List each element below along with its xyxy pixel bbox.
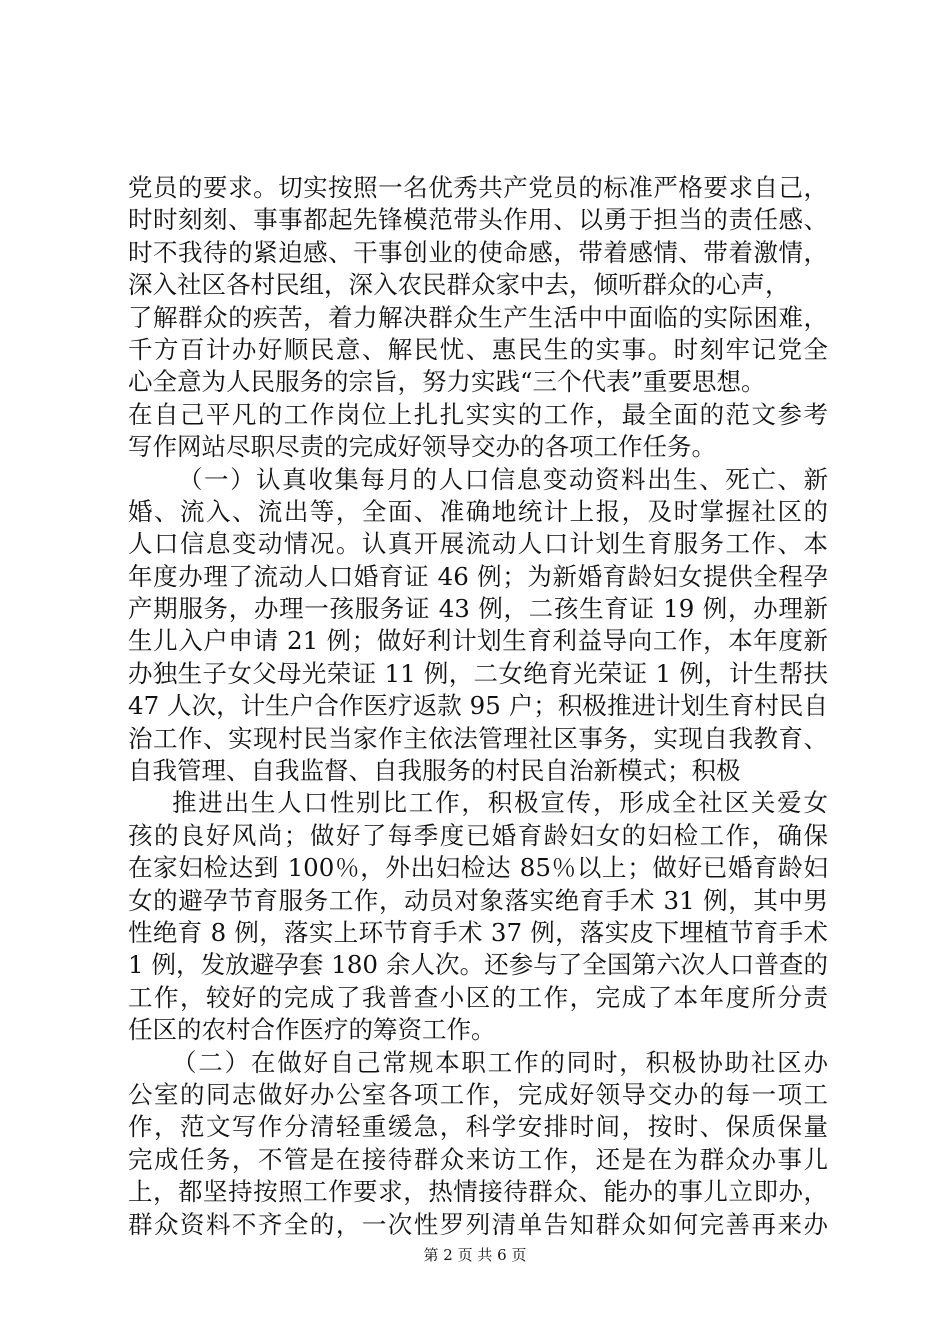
text-line: 工作，较好的完成了我普查小区的工作，完成了本年度所分责: [128, 982, 828, 1012]
text-line: 党员的要求。切实按照一名优秀共产党员的标准严格要求自己，: [128, 173, 828, 202]
text-line: 办独生子女父母光荣证 11 例，二女绝育光荣证 1 例，计生帮扶: [128, 658, 828, 688]
text-line: 完成任务，不管是在接待群众来访工作，还是在为群众办事儿: [128, 1144, 828, 1174]
text-line: 千方百计办好顺民意、解民忧、惠民生的实事。时刻牢记党全: [128, 334, 828, 364]
text-line: 自我管理、自我监督、自我服务的村民自治新模式；积极: [128, 756, 741, 786]
paragraph-1: [128, 172, 828, 464]
text-line: 写作网站尽职尽责的完成好领导交办的各项工作任务。: [128, 432, 716, 462]
text-line: （二）在做好自己常规本职工作的同时，积极协助社区办: [172, 1047, 828, 1077]
paragraph-3: [128, 787, 828, 1046]
paragraph-4: [128, 1047, 828, 1241]
text-line: 在自己平凡的工作岗位上扎扎实实的工作，最全面的范文参考: [128, 399, 828, 429]
text-line: 推进出生人口性别比工作，积极宣传，形成全社区关爱女: [172, 788, 828, 818]
text-line: 生儿入户申请 21 例；做好利计划生育利益导向工作，本年度新: [128, 626, 828, 656]
text-line: 年度办理了流动人口婚育证 46 例；为新婚育龄妇女提供全程孕: [128, 561, 828, 591]
text-line: 时时刻刻、事事都起先锋模范带头作用、以勇于担当的责任感、: [128, 205, 828, 235]
paragraph-2: [128, 464, 828, 788]
text-line: 孩的良好风尚；做好了每季度已婚育龄妇女的妇检工作，确保: [128, 820, 828, 850]
text-line: 治工作、实现村民当家作主依法管理社区事务，实现自我教育、: [128, 723, 828, 753]
text-line: 作，范文写作分清轻重缓急，科学安排时间，按时、保质保量: [128, 1112, 828, 1142]
text-line: 群众资料不齐全的，一次性罗列清单告知群众如何完善再来办: [128, 1209, 828, 1239]
text-line: 在家妇检达到 100％，外出妇检达 85％以上；做好已婚育龄妇: [128, 853, 828, 883]
text-line: （一）认真收集每月的人口信息变动资料出生、死亡、新: [178, 464, 828, 494]
text-line: 47 人次，计生户合作医疗返款 95 户；积极推进计划生育村民自: [128, 691, 828, 721]
document-body: [128, 172, 828, 1241]
text-line: 人口信息变动情况。认真开展流动人口计划生育服务工作、本: [128, 529, 828, 559]
page-footer: 第 2 页 共 6 页: [423, 1246, 527, 1264]
text-line: 上，都坚持按照工作要求，热情接待群众、能办的事儿立即办，: [128, 1177, 828, 1207]
text-line: 1 例，发放避孕套 180 余人次。还参与了全国第六次人口普查的: [128, 950, 828, 980]
text-line: 婚、流入、流出等，全面、准确地统计上报，及时掌握社区的: [128, 496, 828, 526]
text-line: 女的避孕节育服务工作，动员对象落实绝育手术 31 例，其中男: [128, 885, 828, 915]
text-line: 公室的同志做好办公室各项工作，完成好领导交办的每一项工: [128, 1079, 828, 1109]
text-line: 产期服务，办理一孩服务证 43 例，二孩生育证 19 例，办理新: [128, 594, 828, 624]
text-line: 心全意为人民服务的宗旨，努力实践“三个代表”重要思想。: [128, 367, 766, 397]
text-line: 任区的农村合作医疗的筹资工作。: [128, 1015, 496, 1045]
text-line: 时不我待的紧迫感、干事创业的使命感，带着感情、带着激情，: [128, 237, 828, 267]
text-line: 了解群众的疾苦，着力解决群众生产生活中中面临的实际困难，: [128, 302, 828, 332]
text-line: 性绝育 8 例，落实上环节育手术 37 例，落实皮下埋植节育手术: [128, 917, 828, 947]
text-line: 深入社区各村民组，深入农民群众家中去，倾听群众的心声，: [128, 270, 790, 300]
